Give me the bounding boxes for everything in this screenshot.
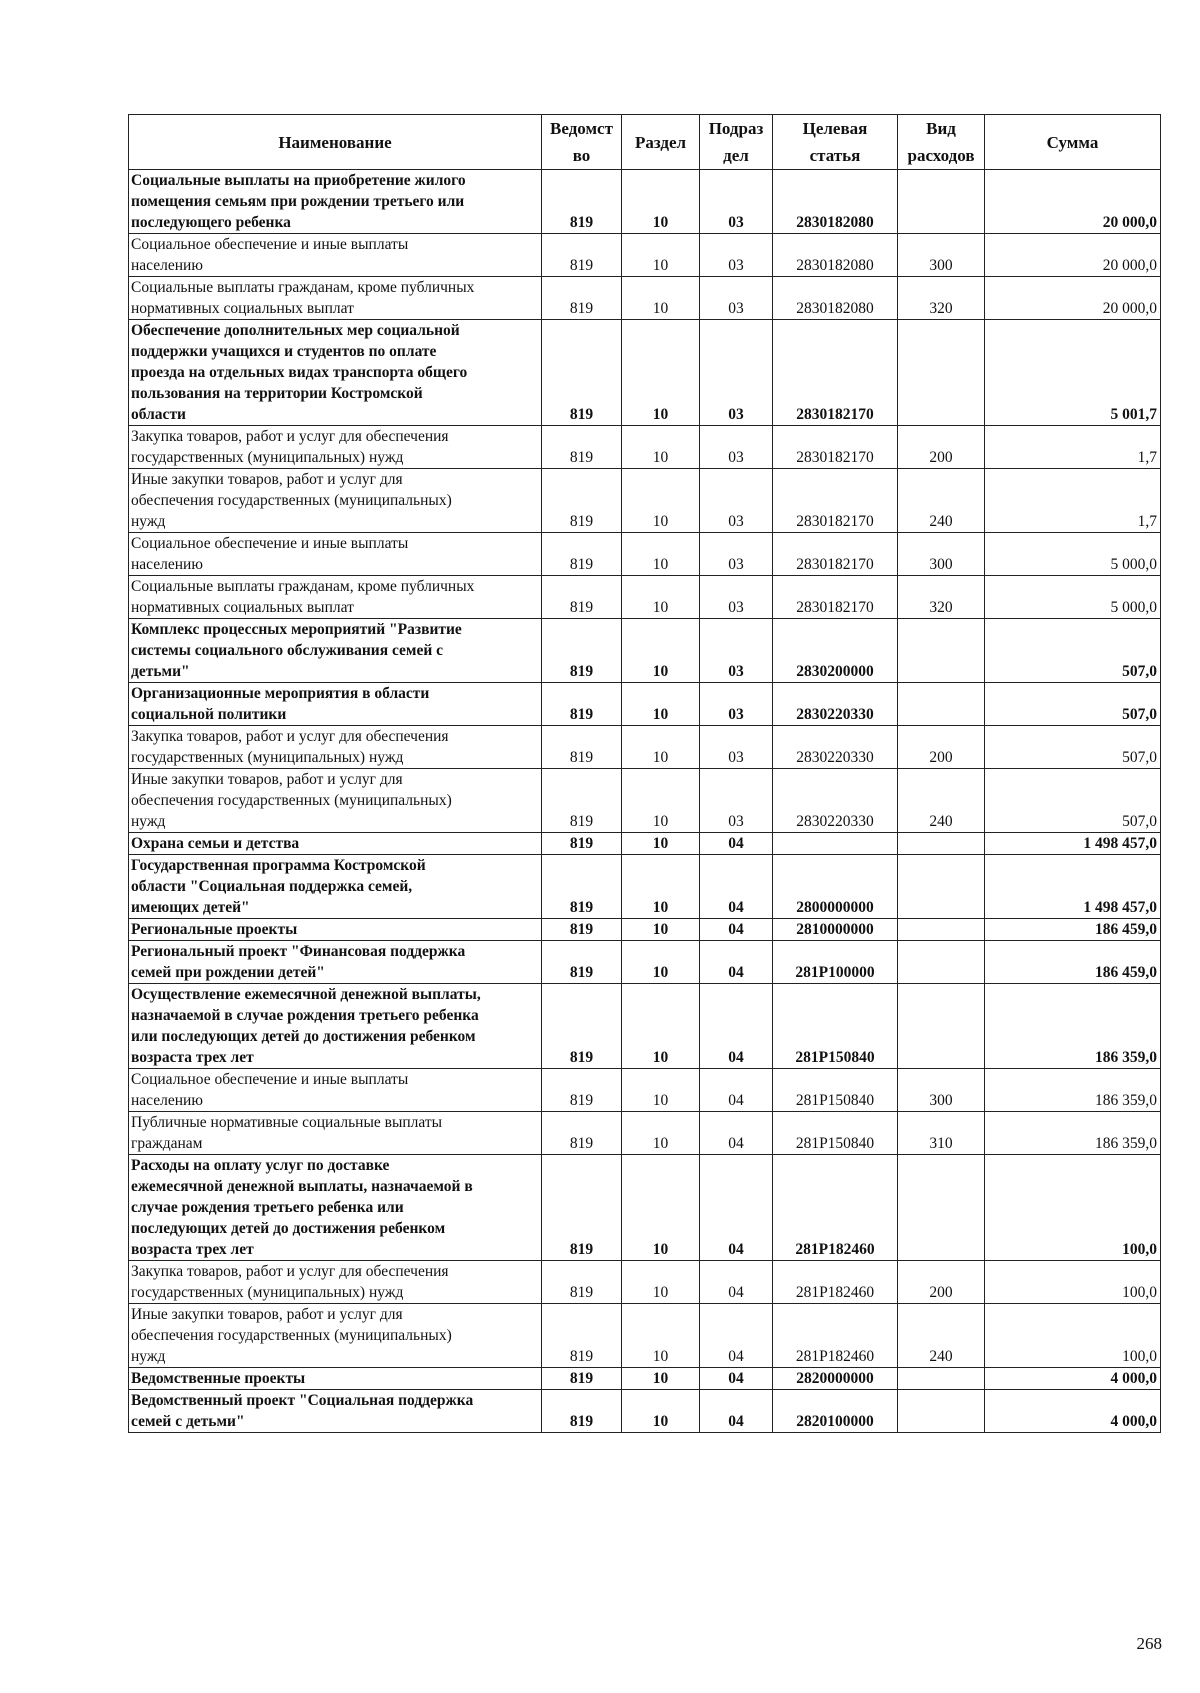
header-celevaya-statya	[773, 115, 898, 170]
table-row	[129, 426, 1161, 469]
cell-summa: 186 459,0	[985, 919, 1161, 941]
cell-summa: 100,0	[985, 1155, 1161, 1261]
cell-vedomstvo: 819	[542, 320, 622, 426]
cell-celevaya-statya: 281Р182460	[773, 1155, 898, 1261]
cell-name-line: Региональные проекты	[131, 921, 298, 938]
cell-vid-rashodov	[898, 619, 985, 683]
cell-vid-rashodov	[898, 683, 985, 726]
cell-name-line: проезда на отдельных видах транспорта общего	[131, 364, 468, 381]
cell-name-line: Осуществление ежемесячной денежной выплаты,	[131, 986, 481, 1003]
cell-vid-rashodov: 300	[898, 533, 985, 576]
cell-summa: 5 001,7	[985, 320, 1161, 426]
cell-name-line: последующих детей до достижения ребенком	[131, 1220, 446, 1237]
cell-name-line: ежемесячной денежной выплаты, назначаемой в	[131, 1178, 473, 1195]
cell-razdel: 10	[622, 855, 700, 919]
cell-podrazdel: 03	[700, 469, 773, 533]
cell-name-line: обеспечения государственных (муниципальных)	[131, 792, 452, 809]
cell-vedomstvo: 819	[542, 769, 622, 833]
cell-name	[129, 769, 542, 833]
cell-podrazdel: 04	[700, 1069, 773, 1112]
cell-name	[129, 426, 542, 469]
cell-razdel: 10	[622, 277, 700, 320]
cell-name	[129, 277, 542, 320]
cell-vedomstvo: 819	[542, 984, 622, 1069]
cell-podrazdel: 03	[700, 619, 773, 683]
cell-summa: 100,0	[985, 1261, 1161, 1304]
cell-summa: 186 359,0	[985, 984, 1161, 1069]
cell-vid-rashodov: 200	[898, 726, 985, 769]
header-name: Наименование	[129, 115, 542, 170]
cell-celevaya-statya: 281Р150840	[773, 984, 898, 1069]
cell-vid-rashodov	[898, 1390, 985, 1433]
cell-vid-rashodov	[898, 170, 985, 234]
cell-celevaya-statya: 2830182170	[773, 426, 898, 469]
cell-name-line: Региональный проект "Финансовая поддержка	[131, 943, 466, 960]
cell-name-line: семей при рождении детей"	[131, 964, 325, 981]
cell-celevaya-statya: 2830182080	[773, 234, 898, 277]
cell-celevaya-statya	[773, 833, 898, 855]
header-vid-line2: расходов	[907, 146, 975, 165]
cell-vid-rashodov	[898, 833, 985, 855]
cell-name-line: Социальные выплаты гражданам, кроме публичных	[131, 279, 475, 296]
cell-summa: 186 459,0	[985, 941, 1161, 984]
cell-name-line: Социальное обеспечение и иные выплаты	[131, 1071, 409, 1088]
cell-vedomstvo: 819	[542, 833, 622, 855]
cell-podrazdel: 04	[700, 1112, 773, 1155]
header-celevaya-line2: статья	[809, 146, 861, 165]
table-row	[129, 320, 1161, 426]
cell-name-line: системы социального обслуживания семей с	[131, 642, 444, 659]
cell-razdel: 10	[622, 1304, 700, 1368]
table-row	[129, 769, 1161, 833]
cell-vedomstvo: 819	[542, 941, 622, 984]
cell-summa: 1 498 457,0	[985, 833, 1161, 855]
cell-razdel: 10	[622, 1112, 700, 1155]
cell-name-line: Социальное обеспечение и иные выплаты	[131, 535, 409, 552]
cell-celevaya-statya: 281Р150840	[773, 1069, 898, 1112]
cell-podrazdel: 03	[700, 234, 773, 277]
cell-name	[129, 1112, 542, 1155]
cell-name-line: Иные закупки товаров, работ и услуг для	[131, 771, 403, 788]
cell-name-line: социальной политики	[131, 706, 287, 723]
cell-summa: 20 000,0	[985, 170, 1161, 234]
header-vid-rashodov	[898, 115, 985, 170]
table-row	[129, 1112, 1161, 1155]
cell-name	[129, 234, 542, 277]
table-row	[129, 234, 1161, 277]
table-row	[129, 726, 1161, 769]
cell-podrazdel: 03	[700, 170, 773, 234]
cell-razdel: 10	[622, 426, 700, 469]
cell-celevaya-statya: 2830182080	[773, 170, 898, 234]
cell-podrazdel: 03	[700, 576, 773, 619]
cell-razdel: 10	[622, 941, 700, 984]
cell-name-line: области "Социальная поддержка семей,	[131, 878, 413, 895]
cell-razdel: 10	[622, 769, 700, 833]
cell-vedomstvo: 819	[542, 1155, 622, 1261]
cell-name	[129, 619, 542, 683]
cell-name-line: Закупка товаров, работ и услуг для обеспечения	[131, 428, 449, 445]
cell-podrazdel: 03	[700, 683, 773, 726]
cell-vid-rashodov	[898, 919, 985, 941]
cell-vid-rashodov: 320	[898, 277, 985, 320]
cell-name-line: Иные закупки товаров, работ и услуг для	[131, 471, 403, 488]
cell-vedomstvo: 819	[542, 277, 622, 320]
cell-podrazdel: 04	[700, 1155, 773, 1261]
cell-vedomstvo: 819	[542, 683, 622, 726]
cell-name	[129, 726, 542, 769]
cell-name	[129, 1069, 542, 1112]
table-row	[129, 855, 1161, 919]
cell-name	[129, 1390, 542, 1433]
cell-vid-rashodov: 240	[898, 1304, 985, 1368]
cell-vid-rashodov: 310	[898, 1112, 985, 1155]
cell-podrazdel: 04	[700, 855, 773, 919]
cell-razdel: 10	[622, 320, 700, 426]
cell-name	[129, 533, 542, 576]
cell-podrazdel: 03	[700, 533, 773, 576]
cell-summa: 100,0	[985, 1304, 1161, 1368]
cell-vid-rashodov	[898, 1155, 985, 1261]
cell-vid-rashodov: 300	[898, 234, 985, 277]
table-header	[129, 115, 1161, 170]
table-row	[129, 1368, 1161, 1390]
table-body	[129, 170, 1161, 1433]
cell-name-line: семей с детьми"	[131, 1413, 245, 1430]
cell-razdel: 10	[622, 919, 700, 941]
cell-celevaya-statya: 2820100000	[773, 1390, 898, 1433]
header-vedomstvo-line1: Ведомст	[550, 119, 613, 138]
cell-razdel: 10	[622, 1069, 700, 1112]
cell-name	[129, 1155, 542, 1261]
table-row	[129, 533, 1161, 576]
cell-podrazdel: 04	[700, 1261, 773, 1304]
cell-name-line: Социальные выплаты на приобретение жилого	[131, 172, 466, 189]
header-summa: Сумма	[985, 115, 1161, 170]
cell-podrazdel: 04	[700, 941, 773, 984]
cell-vid-rashodov	[898, 855, 985, 919]
table-row	[129, 1155, 1161, 1261]
cell-podrazdel: 04	[700, 984, 773, 1069]
cell-name-line: Обеспечение дополнительных мер социальной	[131, 322, 460, 339]
cell-celevaya-statya: 2830182170	[773, 576, 898, 619]
cell-name	[129, 1261, 542, 1304]
cell-name-line: нужд	[131, 513, 166, 530]
cell-name-line: области	[131, 406, 186, 423]
cell-name-line: Закупка товаров, работ и услуг для обеспечения	[131, 728, 449, 745]
cell-summa: 507,0	[985, 619, 1161, 683]
cell-name	[129, 855, 542, 919]
cell-summa: 507,0	[985, 683, 1161, 726]
cell-celevaya-statya: 2830182080	[773, 277, 898, 320]
table-row	[129, 1069, 1161, 1112]
cell-razdel: 10	[622, 533, 700, 576]
cell-podrazdel: 03	[700, 769, 773, 833]
cell-celevaya-statya: 281Р150840	[773, 1112, 898, 1155]
table-row	[129, 1304, 1161, 1368]
cell-vedomstvo: 819	[542, 855, 622, 919]
cell-name-line: Социальные выплаты гражданам, кроме публичных	[131, 578, 475, 595]
cell-summa: 507,0	[985, 769, 1161, 833]
cell-name-line: обеспечения государственных (муниципальных)	[131, 492, 452, 509]
cell-podrazdel: 04	[700, 1390, 773, 1433]
cell-name	[129, 170, 542, 234]
cell-name-line: пользования на территории Костромской	[131, 385, 423, 402]
table-row	[129, 1390, 1161, 1433]
header-podrazdel-line1: Подраз	[708, 119, 764, 138]
cell-razdel: 10	[622, 833, 700, 855]
cell-razdel: 10	[622, 576, 700, 619]
cell-name	[129, 1304, 542, 1368]
cell-name	[129, 469, 542, 533]
cell-name-line: случае рождения третьего ребенка или	[131, 1199, 404, 1216]
header-podrazdel	[700, 115, 773, 170]
cell-vedomstvo: 819	[542, 1112, 622, 1155]
cell-vedomstvo: 819	[542, 726, 622, 769]
cell-vedomstvo: 819	[542, 1368, 622, 1390]
cell-razdel: 10	[622, 1390, 700, 1433]
cell-celevaya-statya: 2830220330	[773, 683, 898, 726]
cell-vid-rashodov: 300	[898, 1069, 985, 1112]
table-row	[129, 683, 1161, 726]
cell-celevaya-statya: 2830200000	[773, 619, 898, 683]
header-podrazdel-line2: дел	[723, 146, 749, 165]
cell-summa: 507,0	[985, 726, 1161, 769]
cell-name	[129, 576, 542, 619]
cell-name-line: детьми"	[131, 663, 190, 680]
cell-vedomstvo: 819	[542, 234, 622, 277]
cell-razdel: 10	[622, 469, 700, 533]
cell-name-line: населению	[131, 1092, 203, 1109]
cell-vedomstvo: 819	[542, 426, 622, 469]
cell-summa: 1,7	[985, 426, 1161, 469]
cell-vedomstvo: 819	[542, 1390, 622, 1433]
cell-name-line: Публичные нормативные социальные выплаты	[131, 1114, 443, 1131]
cell-name	[129, 941, 542, 984]
table-row	[129, 277, 1161, 320]
cell-razdel: 10	[622, 170, 700, 234]
table-row	[129, 170, 1161, 234]
cell-razdel: 10	[622, 1155, 700, 1261]
cell-podrazdel: 03	[700, 726, 773, 769]
cell-name-line: помещения семьям при рождении третьего или	[131, 193, 465, 210]
cell-razdel: 10	[622, 1368, 700, 1390]
cell-podrazdel: 04	[700, 919, 773, 941]
header-vedomstvo-line2: во	[572, 146, 591, 165]
cell-vid-rashodov: 240	[898, 469, 985, 533]
cell-name-line: поддержки учащихся и студентов по оплате	[131, 343, 437, 360]
cell-name	[129, 919, 542, 941]
cell-razdel: 10	[622, 619, 700, 683]
cell-name-line: или последующих детей до достижения ребенком	[131, 1028, 476, 1045]
cell-podrazdel: 03	[700, 277, 773, 320]
cell-podrazdel: 04	[700, 1304, 773, 1368]
cell-name-line: нормативных социальных выплат	[131, 599, 354, 616]
cell-vedomstvo: 819	[542, 1069, 622, 1112]
cell-razdel: 10	[622, 1261, 700, 1304]
cell-vedomstvo: 819	[542, 469, 622, 533]
table-row	[129, 469, 1161, 533]
header-celevaya-line1: Целевая	[802, 119, 868, 138]
cell-summa: 20 000,0	[985, 234, 1161, 277]
cell-celevaya-statya: 2820000000	[773, 1368, 898, 1390]
header-vedomstvo	[542, 115, 622, 170]
table-row	[129, 1261, 1161, 1304]
header-razdel: Раздел	[622, 115, 700, 170]
cell-summa: 5 000,0	[985, 533, 1161, 576]
cell-celevaya-statya: 2830182170	[773, 320, 898, 426]
cell-vedomstvo: 819	[542, 1261, 622, 1304]
cell-name-line: Охрана семьи и детства	[131, 835, 300, 852]
page-number: 268	[1136, 1634, 1162, 1653]
cell-celevaya-statya: 2800000000	[773, 855, 898, 919]
cell-vid-rashodov: 200	[898, 1261, 985, 1304]
cell-name-line: обеспечения государственных (муниципальных)	[131, 1327, 452, 1344]
cell-razdel: 10	[622, 726, 700, 769]
cell-celevaya-statya: 2830182170	[773, 469, 898, 533]
cell-celevaya-statya: 281Р100000	[773, 941, 898, 984]
cell-name-line: Расходы на оплату услуг по доставке	[131, 1157, 390, 1174]
cell-celevaya-statya: 2830220330	[773, 726, 898, 769]
cell-summa: 1 498 457,0	[985, 855, 1161, 919]
header-row	[129, 115, 1161, 170]
cell-summa: 20 000,0	[985, 277, 1161, 320]
cell-vedomstvo: 819	[542, 170, 622, 234]
header-vid-line1: Вид	[926, 119, 956, 138]
cell-name	[129, 320, 542, 426]
cell-vid-rashodov	[898, 941, 985, 984]
cell-name-line: возраста трех лет	[131, 1049, 254, 1066]
table-row	[129, 576, 1161, 619]
cell-name-line: населению	[131, 556, 203, 573]
cell-vedomstvo: 819	[542, 576, 622, 619]
cell-name-line: назначаемой в случае рождения третьего ребенка	[131, 1007, 479, 1024]
cell-podrazdel: 04	[700, 1368, 773, 1390]
cell-name-line: последующего ребенка	[131, 214, 291, 231]
cell-razdel: 10	[622, 984, 700, 1069]
cell-name-line: имеющих детей"	[131, 899, 250, 916]
cell-name-line: Ведомственный проект "Социальная поддержка	[131, 1392, 474, 1409]
budget-table	[128, 114, 1161, 1433]
cell-celevaya-statya: 281Р182460	[773, 1304, 898, 1368]
cell-podrazdel: 04	[700, 833, 773, 855]
cell-name-line: нормативных социальных выплат	[131, 300, 354, 317]
cell-summa: 4 000,0	[985, 1368, 1161, 1390]
cell-name-line: Комплекс процессных мероприятий "Развитие	[131, 621, 462, 638]
cell-vid-rashodov	[898, 984, 985, 1069]
cell-name-line: государственных (муниципальных) нужд	[131, 449, 404, 466]
cell-vedomstvo: 819	[542, 1304, 622, 1368]
cell-name-line: Иные закупки товаров, работ и услуг для	[131, 1306, 403, 1323]
table-row	[129, 619, 1161, 683]
cell-vid-rashodov: 200	[898, 426, 985, 469]
cell-razdel: 10	[622, 683, 700, 726]
cell-name-line: возраста трех лет	[131, 1241, 254, 1258]
cell-name	[129, 984, 542, 1069]
cell-summa: 186 359,0	[985, 1069, 1161, 1112]
cell-celevaya-statya: 2810000000	[773, 919, 898, 941]
cell-name	[129, 1368, 542, 1390]
cell-name-line: Государственная программа Костромской	[131, 857, 426, 874]
cell-vedomstvo: 819	[542, 619, 622, 683]
cell-name-line: населению	[131, 257, 203, 274]
cell-name-line: гражданам	[131, 1135, 203, 1152]
cell-celevaya-statya: 2830182170	[773, 533, 898, 576]
cell-razdel: 10	[622, 234, 700, 277]
cell-vid-rashodov: 320	[898, 576, 985, 619]
cell-name-line: Организационные мероприятия в области	[131, 685, 430, 702]
cell-name-line: Ведомственные проекты	[131, 1370, 306, 1387]
cell-name-line: государственных (муниципальных) нужд	[131, 749, 404, 766]
cell-vedomstvo: 819	[542, 919, 622, 941]
cell-name	[129, 833, 542, 855]
cell-name-line: нужд	[131, 813, 166, 830]
cell-vedomstvo: 819	[542, 533, 622, 576]
cell-summa: 1,7	[985, 469, 1161, 533]
cell-podrazdel: 03	[700, 426, 773, 469]
cell-podrazdel: 03	[700, 320, 773, 426]
cell-summa: 4 000,0	[985, 1390, 1161, 1433]
cell-celevaya-statya: 281Р182460	[773, 1261, 898, 1304]
cell-vid-rashodov	[898, 320, 985, 426]
cell-vid-rashodov	[898, 1368, 985, 1390]
table-row	[129, 984, 1161, 1069]
cell-summa: 5 000,0	[985, 576, 1161, 619]
cell-name	[129, 683, 542, 726]
table-row	[129, 833, 1161, 855]
cell-name-line: Закупка товаров, работ и услуг для обеспечения	[131, 1263, 449, 1280]
table-row	[129, 919, 1161, 941]
cell-name-line: государственных (муниципальных) нужд	[131, 1284, 404, 1301]
cell-vid-rashodov: 240	[898, 769, 985, 833]
cell-name-line: Социальное обеспечение и иные выплаты	[131, 236, 409, 253]
table-row	[129, 941, 1161, 984]
cell-summa: 186 359,0	[985, 1112, 1161, 1155]
cell-name-line: нужд	[131, 1348, 166, 1365]
cell-celevaya-statya: 2830220330	[773, 769, 898, 833]
